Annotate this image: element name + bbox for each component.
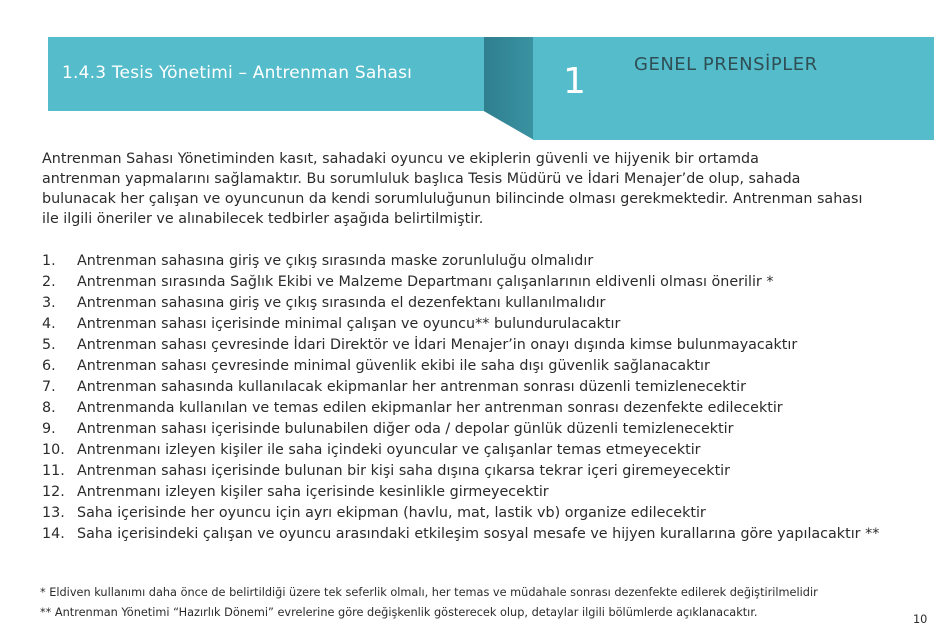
list-item-number: 10. — [42, 442, 65, 458]
list-item — [42, 335, 922, 356]
list-item-text: Antrenmanda kullanılan ve temas edilen ekipmanlar her antrenman sonrası dezenfekte edilecektir — [77, 400, 783, 416]
list-item-number: 3. — [42, 295, 56, 311]
list-item-text: Antrenmanı izleyen kişiler saha içerisinde kesinlikle girmeyecektir — [77, 484, 549, 500]
list-item — [42, 419, 922, 440]
list-item-number: 4. — [42, 316, 56, 332]
list-item-number: 14. — [42, 526, 65, 542]
list-item-number: 2. — [42, 274, 56, 290]
list-item-text: Antrenman sahası çevresinde minimal güvenlik ekibi ile saha dışı güvenlik sağlanacaktır — [77, 358, 710, 374]
list-item-text: Antrenman sahasına giriş ve çıkış sırasında el dezenfektanı kullanılmalıdır — [77, 295, 606, 311]
footnote: * Eldiven kullanımı daha önce de belirtildiği üzere tek seferlik olmalı, her temas ve müdahale sonrası dezenfekte edilerek değiştirilmelidir — [40, 586, 818, 599]
chapter-title: GENEL PRENSİPLER — [634, 54, 818, 75]
list-item-number: 13. — [42, 505, 65, 521]
intro-line: ile ilgili öneriler ve alınabilecek tedbirler aşağıda belirtilmiştir. — [42, 211, 484, 227]
list-item-text: Antrenman sahasında kullanılacak ekipmanlar her antrenman sonrası düzenli temizlenecektir — [77, 379, 746, 395]
list-item-number: 7. — [42, 379, 56, 395]
list-item-text: Antrenman sahası içerisinde minimal çalışan ve oyuncu** bulundurulacaktır — [77, 316, 621, 332]
list-item — [42, 377, 922, 398]
chapter-banner — [533, 37, 934, 140]
intro-paragraph — [42, 149, 922, 229]
list-item-text: Antrenman sahası içerisinde bulunabilen diğer oda / depolar günlük düzenli temizlenecektir — [77, 421, 734, 437]
list-item-text: Antrenman sahasına giriş ve çıkış sırasında maske zorunluluğu olmalıdır — [77, 253, 594, 269]
list-item-number: 8. — [42, 400, 56, 416]
intro-line: antrenman yapmalarını sağlamaktır. Bu sorumluluk başlıca Tesis Müdürü ve İdari Menajer’de olup, sahada — [42, 171, 801, 187]
rules-list — [42, 251, 922, 545]
list-item — [42, 398, 922, 419]
list-item-text: Antrenman sahası çevresinde İdari Direktör ve İdari Menajer’in onayı dışında kimse bulunmayacaktır — [77, 337, 798, 353]
footnote: ** Antrenman Yönetimi “Hazırlık Dönemi” evrelerine göre değişkenlik gösterecek olup, detaylar ilgili bölümlerde açıklanacaktır. — [40, 606, 758, 619]
list-item-text: Antrenman sahası içerisinde bulunan bir kişi saha dışına çıkarsa tekrar içeri giremeyecektir — [77, 463, 731, 479]
banner-fold — [484, 37, 534, 140]
list-item — [42, 503, 922, 524]
list-item-text: Antrenman sırasında Sağlık Ekibi ve Malzeme Departmanı çalışanlarının eldivenli olması önerilir * — [77, 274, 774, 290]
chapter-number: 1 — [563, 61, 586, 102]
list-item — [42, 251, 922, 272]
list-item-number: 5. — [42, 337, 56, 353]
section-title: 1.4.3 Tesis Yönetimi – Antrenman Sahası — [62, 63, 413, 83]
list-item-text: Saha içerisinde her oyuncu için ayrı ekipman (havlu, mat, lastik vb) organize edilecektir — [77, 505, 706, 521]
list-item — [42, 440, 922, 461]
intro-line: Antrenman Sahası Yönetiminden kasıt, sahadaki oyuncu ve ekiplerin güvenli ve hijyenik bir ortamda — [42, 151, 759, 167]
list-item-text: Antrenmanı izleyen kişiler ile saha içindeki oyuncular ve çalışanlar temas etmeyecektir — [77, 442, 701, 458]
list-item — [42, 314, 922, 335]
page-number: 10 — [913, 613, 928, 626]
list-item — [42, 272, 922, 293]
list-item-text: Saha içerisindeki çalışan ve oyuncu arasındaki etkileşim sosyal mesafe ve hijyen kurallarına göre yapılacaktır ** — [77, 526, 880, 542]
intro-line: bulunacak her çalışan ve oyuncunun da kendi sorumluluğunun bilincinde olması gerekmektedir. Antrenman sahası — [42, 191, 863, 207]
list-item-number: 6. — [42, 358, 56, 374]
footnotes — [40, 583, 930, 623]
list-item — [42, 482, 922, 503]
list-item — [42, 524, 922, 545]
list-item — [42, 356, 922, 377]
list-item — [42, 461, 922, 482]
list-item — [42, 293, 922, 314]
list-item-number: 1. — [42, 253, 56, 269]
list-item-number: 11. — [42, 463, 65, 479]
list-item-number: 9. — [42, 421, 56, 437]
list-item-number: 12. — [42, 484, 65, 500]
